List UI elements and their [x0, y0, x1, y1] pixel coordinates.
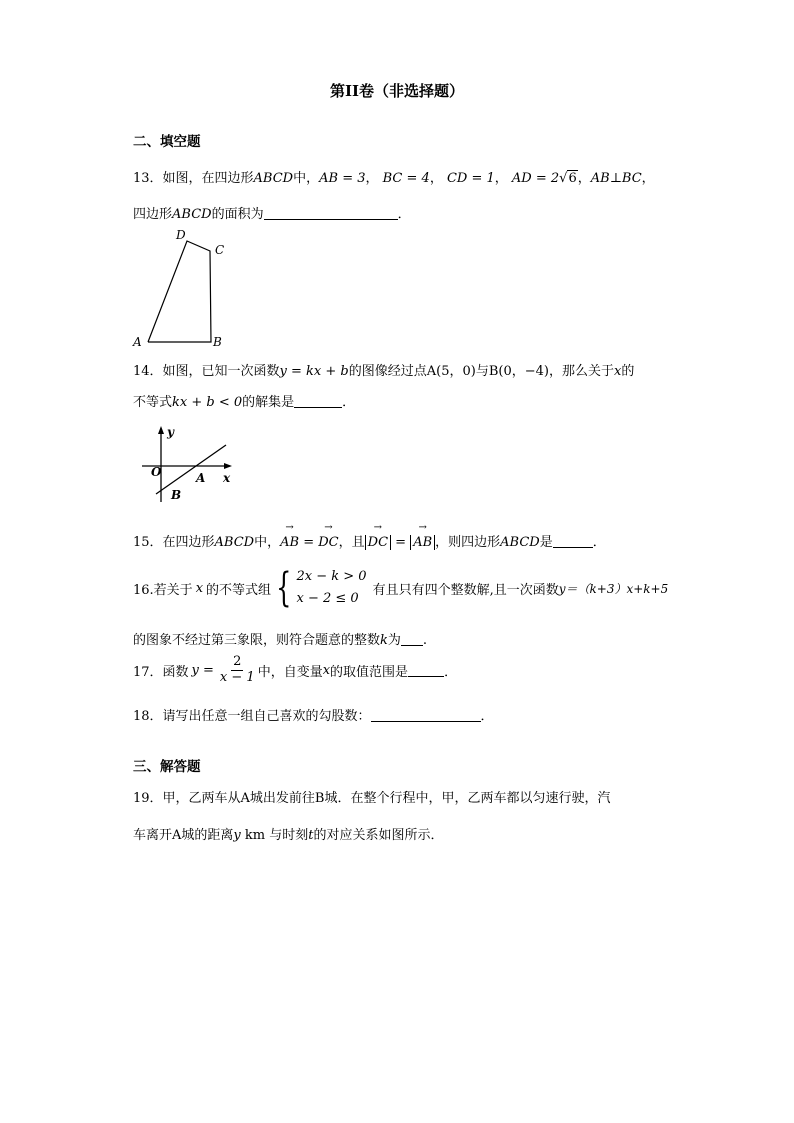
- q13-perp: AB⊥BC: [590, 171, 642, 186]
- q19-line2c: 的对应关系如图所示．: [313, 828, 444, 843]
- q16-eq1: 2x − k > 0: [296, 569, 367, 584]
- q15-abs-ab: → AB: [410, 535, 435, 550]
- q14-func: y = kx + b: [279, 364, 349, 379]
- q13-answer-blank[interactable]: [264, 207, 398, 220]
- q16-after: 有且只有四个整数解,且一次函数: [372, 582, 559, 598]
- q13-label-a: A: [133, 335, 142, 349]
- q13-line2b: 的面积为: [211, 207, 264, 222]
- q14-y-axis-arrow: [158, 426, 164, 434]
- q16-end: .: [422, 633, 428, 648]
- question-19-line-2: [133, 824, 444, 843]
- q14-function-line: [156, 445, 226, 494]
- q15-mid2: ，且: [338, 535, 365, 550]
- question-13-line-1: 13．如图，在四边形ABCD中，AB = 3， BC = 4， CD = 1， AD = 2√6，AB⊥BC，: [133, 171, 655, 186]
- q14-line2b: 的解集是: [242, 395, 295, 410]
- q17-prefix: 17．函数: [133, 664, 189, 680]
- q15-quad: ABCD: [214, 535, 255, 550]
- q19-line2b: 与时刻: [269, 828, 309, 843]
- section-answer-heading: 三、解答题: [133, 759, 201, 775]
- q17-fraction: [218, 655, 257, 686]
- q16-mid: 的不等式组: [206, 582, 272, 598]
- q14-x-axis-arrow: [224, 463, 232, 469]
- q15-answer-blank[interactable]: [553, 535, 593, 548]
- q14-graph-figure: [138, 422, 243, 504]
- q13-ad-root: 6: [568, 171, 577, 186]
- q14-mid: 的图像经过点A(5，0)与B(0，−4)，那么关于: [348, 364, 614, 379]
- q17-numerator: 2: [233, 654, 242, 669]
- question-19-line-1: 19．甲，乙两车从A城出发前往B城．在整个行程中，甲，乙两车都以匀速行驶，汽: [133, 791, 611, 806]
- q13-end: ．: [397, 207, 411, 222]
- q13-mid: 中，: [293, 171, 320, 186]
- q17-mid: 中，自变量: [257, 664, 323, 680]
- question-16-line-1: [133, 566, 668, 610]
- q19-line2a: 车离开A城的距离: [133, 828, 234, 843]
- q14-label-b: B: [171, 488, 182, 502]
- question-14-line-1: [133, 360, 634, 379]
- q16-prefix: 16.若关于: [133, 582, 193, 598]
- q17-y: y =: [191, 662, 214, 678]
- q13-cd: CD = 1: [446, 171, 495, 186]
- question-14-line-2: [133, 391, 355, 410]
- q14-label-a: A: [196, 471, 206, 485]
- q13-line2a: 四边形: [133, 207, 173, 222]
- q15-quad-2: ABCD: [500, 535, 540, 550]
- question-15: [133, 531, 606, 550]
- q16-inequality-system: [271, 566, 367, 610]
- q13-quadrilateral-figure: [128, 226, 238, 351]
- q17-end: ．: [444, 664, 458, 680]
- q14-label-y: y: [167, 425, 174, 439]
- q13-quad: ABCD: [253, 171, 294, 186]
- q18-text: 18．请写出任意一组自己喜欢的勾股数：: [133, 709, 371, 724]
- q13-prefix: 13．如图，在四边形: [133, 171, 254, 186]
- q18-end: ．: [480, 709, 494, 724]
- q14-ineq: kx + b < 0: [172, 395, 243, 410]
- q17-answer-blank[interactable]: [408, 664, 444, 677]
- q13-ad: AD = 2: [511, 171, 560, 186]
- q16-brace: {: [276, 565, 292, 612]
- page-title: 第II卷（非选择题）: [329, 82, 465, 100]
- q13-label-c: C: [215, 243, 225, 257]
- q14-suffix: 的: [621, 364, 635, 379]
- q13-quadrilateral-outline: [148, 241, 211, 342]
- q16-line2a: 的图象不经过第三象限，则符合题意的整数: [133, 633, 381, 648]
- q15-mid4: 是: [539, 535, 553, 550]
- question-16-line-2: [133, 629, 427, 648]
- q15-mid3: ，则四边形: [435, 535, 501, 550]
- q16-func: y＝（k+3）x+k+5: [558, 581, 669, 596]
- q19-y: y: [233, 828, 241, 843]
- section-fill-heading: 二、填空题: [133, 134, 201, 150]
- q15-abs-dc: → DC: [365, 535, 391, 550]
- q15-eq-2: =: [391, 535, 411, 550]
- q15-prefix: 15．在四边形: [133, 535, 215, 550]
- q16-answer-blank[interactable]: [401, 633, 423, 646]
- q17-suffix: 的取值范围是: [330, 664, 409, 680]
- q14-label-x: x: [223, 471, 231, 485]
- q15-mid1: 中，: [254, 535, 281, 550]
- q14-end: ．: [342, 395, 356, 410]
- q19-t: t: [308, 828, 314, 843]
- q16-k: k: [380, 633, 388, 648]
- q16-var: x: [195, 580, 204, 596]
- question-13-line-2: [133, 203, 411, 222]
- q16-eq2: x − 2 ≤ 0: [296, 591, 359, 607]
- q16-line2b: 为: [387, 633, 401, 648]
- q14-var: x: [613, 364, 622, 379]
- q15-vector-ab: → AB: [280, 535, 299, 550]
- q14-label-o: O: [151, 465, 162, 479]
- q15-vector-dc: → DC: [318, 535, 338, 550]
- q14-answer-blank[interactable]: [294, 395, 342, 408]
- q14-prefix: 14．如图，已知一次函数: [133, 364, 280, 379]
- q19-unit: km: [240, 828, 270, 843]
- question-17: [133, 655, 457, 686]
- q14-line2a: 不等式: [133, 395, 173, 410]
- q13-quad-2: ABCD: [172, 207, 212, 222]
- q13-label-b: B: [213, 335, 222, 349]
- q15-eq: =: [299, 535, 319, 550]
- q13-bc: BC = 4: [382, 171, 430, 186]
- q17-denominator: x − 1: [219, 669, 255, 685]
- q13-label-d: D: [176, 228, 186, 242]
- q13-ab: AB = 3: [319, 171, 366, 186]
- question-18: [133, 705, 494, 724]
- q15-end: ．: [592, 535, 606, 550]
- q18-answer-blank[interactable]: [371, 709, 481, 722]
- q17-var: x: [322, 662, 331, 678]
